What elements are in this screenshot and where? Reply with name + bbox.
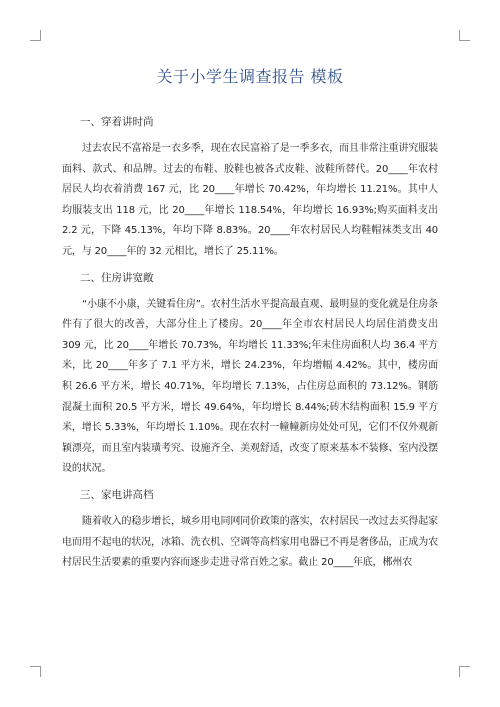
- crop-mark-top-left: [30, 30, 41, 41]
- section-paragraph-appliances: 随着收入的稳步增长，城乡用电同网同价政策的落实，农村居民一改过去买得起家电而用不起电的状况，冰箱、洗衣机、空调等高档家用电器已不再是奢侈品，正成为农村居民生活要素的重要内容而逐步走进寻常百姓之家。截止 20____年底，郴州农: [62, 515, 438, 569]
- section-heading-appliances: 三、家电讲高档: [80, 488, 154, 501]
- section-heading-clothing: 一、穿着讲时尚: [80, 116, 154, 128]
- section-paragraph-housing: “小康不小康，关键看住房”。农村生活水平提高最直观、最明显的变化就是住房条件有了很大的改善，大部分住上了楼房。20____年全市农村居民人均居住消费支出 309 元，比 20____年增长 70.73%，年均增长 11.33%;年末住房面积人均 36.4 平方米，比 20____年多了 7.1 平方米，增长 24.23%，年均增幅 4.42%。其中，楼房面积 26.6 平方米，增长 40.71%，年均增长 7.13%，占住房总面积的 73.12%。钢筋混凝土面积 20.5 平方米，增长 49.64%，年均增长 8.44%;砖木结构面积 15.9 平方米，增长 5.33%，年均增长 1.10%。现在农村一幢幢新房处处可见，它们不仅外观新颖漂亮，而且室内装璜考究、设施齐全、美观舒适，改变了原来基本不装修、室内没摆设的状况。: [62, 298, 438, 475]
- section-heading-housing: 二、住房讲宽敞: [80, 271, 154, 284]
- crop-mark-bottom-right: [459, 666, 470, 677]
- section-paragraph-clothing: 过去农民不富裕是一衣多季，现在农民富裕了是一季多衣，而且非常注重讲究服装面料、款式、和品牌。过去的布鞋、胶鞋也被各式皮鞋、波鞋所替代。20____年农村居民人均衣着消费 167 元，比 20____年增长 70.42%，年均增长 11.21%。其中人均服装支出 118 元，比 20____年增长 118.54%，年均增长 16.93%;购买面料支出 2.2 元，下降 45.13%，年均下降 8.83%。20____年农村居民人均鞋帽袜类支出 40 元，与 20____年的 32 元相比，增长了 25.11%。: [62, 143, 438, 257]
- crop-mark-bottom-left: [30, 666, 41, 677]
- document-body: [62, 64, 438, 581]
- crop-mark-top-right: [459, 30, 470, 41]
- document-title: 关于小学生调查报告 模板: [156, 67, 344, 86]
